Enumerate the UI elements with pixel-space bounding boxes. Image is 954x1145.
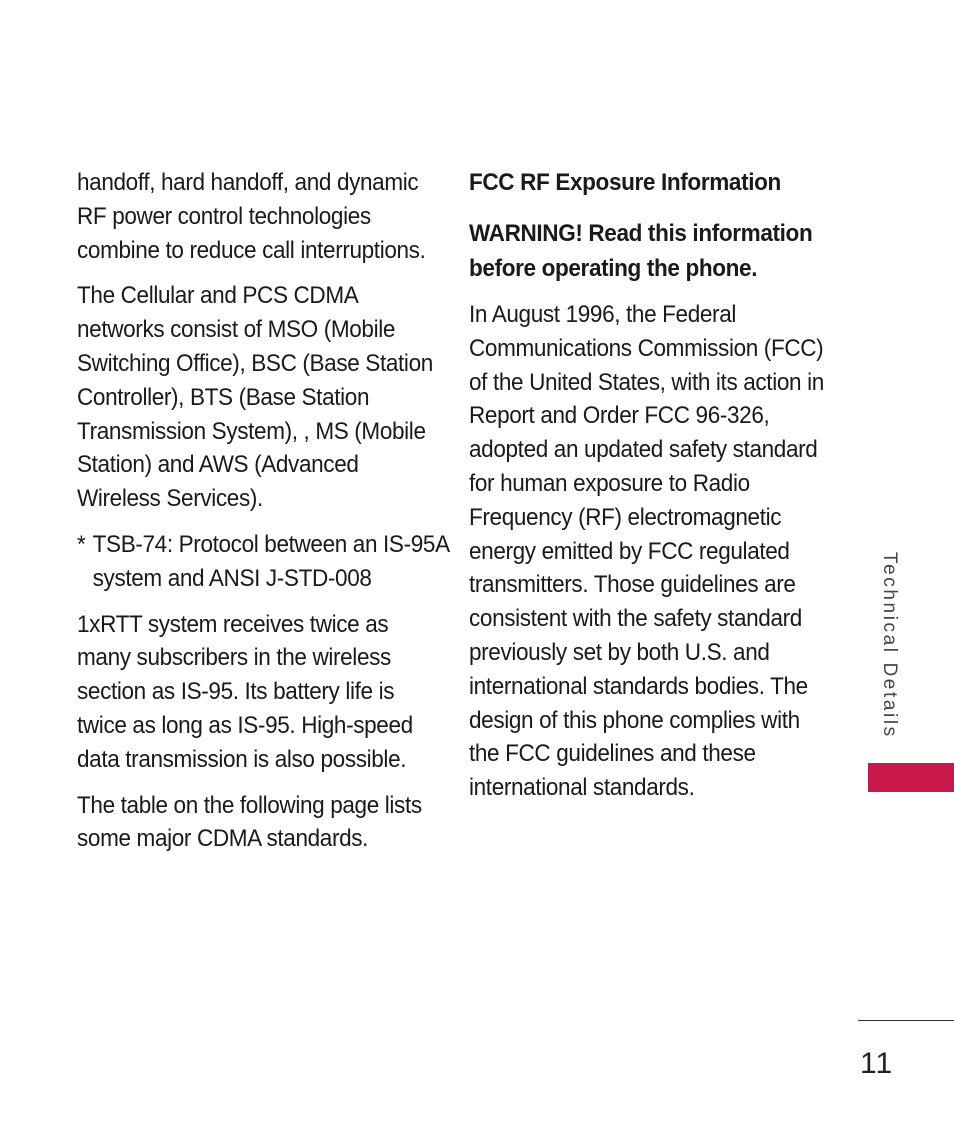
- page-number: 11: [860, 1047, 894, 1080]
- footer-divider: [858, 1020, 954, 1021]
- paragraph-handoff: handoff, hard handoff, and dynamic RF power control technologies combine to reduce call interruptions.: [77, 169, 426, 264]
- paragraph-cdma-networks: The Cellular and PCS CDMA networks consist of MSO (Mobile Switching Office), BSC (Base Station Controller), BTS (Base Station Transmission System), , MS (Mobile Station) and AWS (Advanced Wireless Services).: [77, 282, 433, 513]
- right-column: [469, 166, 829, 817]
- warning-text: WARNING! Read this information before operating the phone.: [469, 220, 813, 282]
- footnote-tsb74: [77, 528, 450, 596]
- paragraph-1xrtt: 1xRTT system receives twice as many subscribers in the wireless section as IS-95. Its battery life is twice as long as IS-95. High-speed data transmission is also possible.: [77, 610, 413, 773]
- footnote-text: TSB-74: Protocol between an IS-95A system and ANSI J-STD-008: [92, 530, 449, 592]
- footnote-marker: *: [77, 530, 86, 558]
- paragraph-table-reference: The table on the following page lists some major CDMA standards.: [77, 791, 422, 853]
- section-heading: FCC RF Exposure Information: [469, 169, 781, 196]
- left-column: [77, 166, 449, 868]
- section-tab-marker: [868, 763, 954, 792]
- section-tab-label: Technical Details: [879, 552, 900, 739]
- paragraph-fcc-body: In August 1996, the Federal Communications Commission (FCC) of the United States, with its action in Report and Order FCC 96-326, adopted an updated safety standard for human exposure to Radio Frequency (RF) electromagnetic energy emitted by FCC regulated transmitters. Those guidelines are consistent with the safety standard previously set by both U.S. and international standards bodies. The design of this phone complies with the FCC guidelines and these international standards.: [469, 301, 824, 802]
